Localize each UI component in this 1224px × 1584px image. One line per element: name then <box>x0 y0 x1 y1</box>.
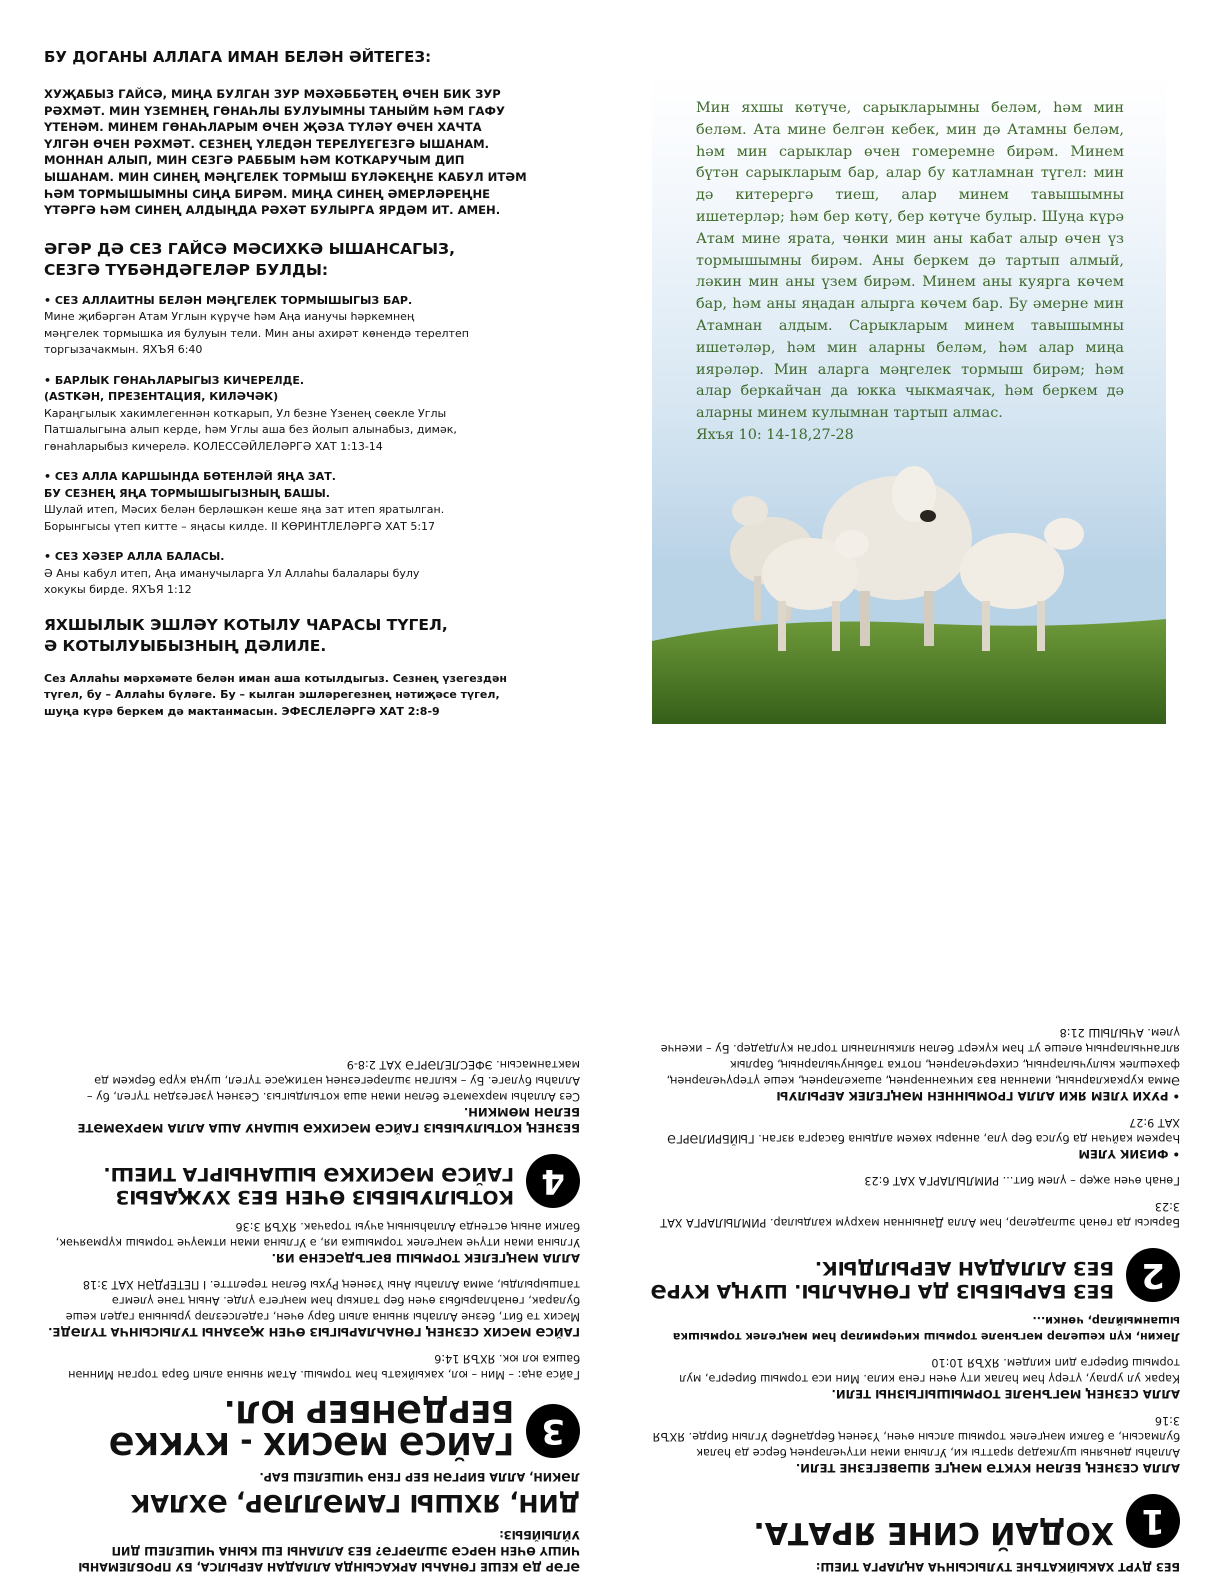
point-body-line: гөнаһларыбыз кичерелә. КОЛЕССӘЙЛЕЛӘРГӘ ХАТ 1:13-14 <box>44 439 383 453</box>
sheep-illustration <box>692 446 1112 666</box>
section-3-subheading: АЛЛА МӘҢГЕЛЕК ТОРМЫШ ВӘГЪДӘСЕНӘ ИЯ. <box>271 1251 580 1265</box>
section-2-bullet: • РУХИ ҮЛЕМ ЯКИ АЛЛА ГРОМЫННЕН МӘҢГЕЛЕК АЕРЫЛУЫ <box>776 1089 1180 1103</box>
good-works-heading-line: ЯХШЫЛЫК ЭШЛӘҮ КОТЫЛУ ЧАРАСЫ ТҮГЕЛ, <box>44 615 448 634</box>
section-1-text: Аллаһы дөньяны шулкадәр яратты ки, Углына иман итүчеләрнең берсе дә һәлак булмасын, ә бәлки мәңгелек тормыш алсын өчен, Үзенең бердәнбер Углын бирде. ЯХЪЯ 3:16 <box>652 1414 1180 1459</box>
sections-3-4 <box>40 1046 580 1574</box>
section-number-1: 1 <box>1126 1494 1180 1548</box>
closing-text <box>44 671 574 721</box>
section-3-text: Углына иман итүче мәңгелек тормышка ия, ә Углына иман итмәүче тормыш күрмәячәк, бәлки аның өстендә Аллаһының ачуы торачак. ЯХЪЯ 3:36 <box>55 1220 580 1249</box>
verse-text: Мин яхшы көтүче, сарыкларымны беләм, һәм мин беләм. Ата мине белгән кебек, мин дә Атамны беләм, һәм мин сарыклар өчен гомеремне бирәм. Минем бүтән сарыкларым бар, алар бу катламнан түгел: мин дә китерергә тиеш, алар минем тавышымны ишетерләр; һәм бер көтү, бер көтүче булыр. Шуңа күрә Атам мине ярата, чөнки мин аны кабат алыр өчен үз тормышымны бирәм. Аны беркем дә тартып алмый, ләкин мин аны үзем бирәм. Минем аны куярга көчем бар, һәм аны яңадан алырга көчем бар. Бу әмерне мин Атамнан алдым. Сарыкларым минем тавышымны ишетәләр, һәм мин аларны беләм, һәм алар миңа иярәләр. Мин аларга мәңгелек тормыш бирәм; һәм алар беркайчан да юкка чыкмаячак, һәм беркем дә аларны минем кулымнан тартып алмас. <box>696 100 1124 422</box>
section-4-title: КОТЫЛУЫБЫЗ ӨЧЕН БЕЗ ХУҖАБЫЗ ГАЙСӘ МӘСИХКӘ ЫШАНЫРГА ТИЕШ. <box>103 1163 514 1208</box>
verse-reference: Яхъя 10: 14-18,27-28 <box>696 426 854 443</box>
section-3-subheading: ГАЙСӘ МӘСИХ СЕЗНЕҢ ГӨНАҺЛАРЫГЫЗ ӨЧЕН ҖӘЗАНЫ ТУЛЫСЫНЧА ТҮЛӘДЕ. <box>48 1325 580 1339</box>
prayer-line: ҮЛГӘН ӨЧЕН РӘХМӘТ. СЕЗНЕҢ ҮЛЕДӘН ТЕРЕЛҮЕГЕЗГӘ ЫШАНАМ. <box>44 136 490 151</box>
point-body-line: хокукы бирде. ЯХЪЯ 1:12 <box>44 583 192 597</box>
section-2-text: Гөнаһ өчен әҗер – үлем бит... РИМЛЫЛАРГА ХАТ 6:23 <box>864 1174 1180 1187</box>
prayer-heading: БУ ДОГАНЫ АЛЛАГА ИМАН БЕЛӘН ӘЙТЕГЕЗ: <box>44 48 432 66</box>
four-truths-intro: БЕЗ ДҮРТ ХАКЫЙКАТЬНЕ ТУЛЫСЫНЧА АҢЛАРГА ТИЕШ: <box>815 1560 1180 1573</box>
section-2-bullet: • ФИЗИК ҮЛЕМ <box>1078 1147 1180 1161</box>
good-works-heading <box>44 615 574 657</box>
prayer-line: МОННАН АЛЫП, МИН СЕЗГӘ РАББЫМ ҺӘМ КОТКАРУЧЫМ ДИП <box>44 153 465 168</box>
section-1 <box>644 1488 1180 1548</box>
section-4-subheading: БЕЗНЕҢ КОТЫЛУЫБЫЗ ГАЙСӘ МӘСИХКӘ ЫШАНУ АША АЛЛА МӘРХӘМӘТЕ БЕЛӘН МӨМКИН. <box>77 1105 580 1135</box>
problem-intro: ӘГӘР ДӘ КЕШЕ ГӨНАҺЫ АРКАСЫНДА АЛЛАДАН АЕРЫЛСА, БУ ПРОБЛЕМАНЫ ЧИШҮ ӨЧЕН НӘРСӘ ЭШЛӘРГӘ? БЕЗ АЛЛАНЫ ЕШ КЫНА ЧИШЕЛЕШ ДИП УЙЛЫЙБЫЗ: <box>78 1528 580 1573</box>
prayer-line: ҮТЕНӘМ. МИНЕМ ГӨНАҺЛАРЫМ ӨЧЕН ҖӘЗА ТҮЛӘҮ ӨЧЕН ХАЧТА <box>44 120 482 135</box>
prayer-line: ҺӘМ ТОРМЫШЫМНЫ СИҢА БИРӘМ. МИҢА СИНЕҢ ӘМЕРЛӘРЕҢНЕ <box>44 186 491 201</box>
section-1-title: ХОДАЙ СИНЕ ЯРАТА. <box>753 1515 1114 1550</box>
section-4 <box>40 1148 580 1208</box>
point-body-line: Шулай итеп, Мәсих белән берләшкән кеше яңа зат итеп яратылган. <box>44 503 445 517</box>
sections-1-2 <box>644 1014 1180 1574</box>
point-body-line: Патшалыгына алып керде, һәм Углы аша без йолып алынабыз, димәк, <box>44 423 457 437</box>
section-3 <box>40 1394 580 1458</box>
point-body-line: Ә Аны кабул итеп, Аңа иманучыларга Ул Аллаһы балалары булу <box>44 566 420 580</box>
section-1-text: Ләкин, күп кешеләр мәгънәле тормыш кичермиләр һәм мәңгелек тормышка ышанмыйлар, чөнки... <box>672 1314 1180 1343</box>
point-title: • СЕЗ ХӘЗЕР АЛЛА БАЛАСЫ. <box>44 550 225 564</box>
religion-works-morals: ДИН, ЯХШЫ ГАМӘЛЛӘР, ӘХЛАК <box>130 1489 580 1517</box>
prayer-line: ҮТӘРГӘ ҺӘМ СИНЕҢ АЛДЫҢДА РӘХӘТ БУЛЫРГА ЯРДӘМ ИТ. АМЕН. <box>44 203 501 218</box>
point-forgiven <box>44 373 574 456</box>
section-3-text: Мәсих тә бит, безне Аллаһы янына алып бару өчен, гаделсезләр урынына гадел кеше буларак, гөнаһларыбыз өчен бер тапкыр һәм мәңгегә үлде. Аның тәне үлемгә тапшырылды, әмма Аллаһы Аны Үзенең Рухы белән терелтте. I ПЕТЕРДӘН ХАТ 3:18 <box>65 1278 580 1323</box>
section-number-2: 2 <box>1126 1248 1180 1302</box>
point-eternal-life <box>44 293 574 359</box>
good-works-heading-line: Ә КОТЫЛУЫБЫЗНЫҢ ДӘЛИЛЕ. <box>44 636 327 655</box>
section-number-3: 3 <box>526 1404 580 1458</box>
closing-line: шуңа күрә беркем дә мактанмасын. ЭФЕСЛЕЛӘРГӘ ХАТ 2:8-9 <box>44 704 440 718</box>
section-3-title: ГАЙСӘ МӘСИХ - КҮККӘ БЕРДӘНБЕР ЮЛ. <box>108 1393 514 1460</box>
section-1-subheading: АЛЛА СЕЗНЕҢ БЕЛӘН КҮКТӘ МӘҢГЕ ЯШӘВЕГЕЗНЕ ТЕЛИ. <box>795 1461 1180 1475</box>
prayer-text <box>44 86 574 219</box>
point-body-line: торгызачакмын. ЯХЪЯ 6:40 <box>44 343 203 357</box>
point-body-line: Борынгысы үтеп китте – яңасы килде. II КӨРИНТЛЕЛӘРГӘ ХАТ 5:17 <box>44 519 436 533</box>
scripture-verse <box>696 98 1124 447</box>
section-2-text: Һәркем кайчан да булса бер үлә, аннары хөкем алдына басарга язган. ГЫЙБРИЛӘРГӘ ХАТ 9:27 <box>667 1116 1180 1145</box>
results-heading <box>44 239 574 281</box>
top-left-column <box>44 40 574 720</box>
sheep-picture-panel <box>652 76 1166 724</box>
prayer-line: РӘХМӘТ. МИН ҮЗЕМНЕҢ ГӨНАҺЛЫ БУЛУЫМНЫ ТАНЫЙМ ҺӘМ ГАФУ <box>44 103 505 118</box>
point-body-line: мәңгелек тормышка ия булуын тели. Мин аны ахирәт көнендә терелтеп <box>44 326 469 340</box>
prayer-line: ЫШАНАМ. МИН СИНЕҢ МӘҢГЕЛЕК ТОРМЫШ БҮЛӘКЕҢНЕ КАБУЛ ИТӘМ <box>44 169 527 184</box>
closing-line: түгел, бу – Аллаһы бүләге. Бу – кылган эшләрегезнең нәтиҗәсе түгел, <box>44 688 500 702</box>
closing-line: Сез Аллаһы мәрхәмәте белән иман аша котылдыгыз. Сезнең үзегездән <box>44 671 507 685</box>
section-4-text: Сез Аллаһы мәрхәмәте белән иман аша котылдыгыз. Сезнең үзегездән түгел, бу – Аллаһы бүләге. Бу – кылган эшләрегезнең нәтиҗәсе түгел, шуңа күрә беркем дә мактанмасын. ЭФЕСЛЕЛӘРГӘ ХАТ 2:8-9 <box>86 1058 580 1103</box>
section-1-subheading: АЛЛА СЕЗНЕҢ МӘГЪНӘЛЕ ТОРМЫШЫГЫЗНЫ ТЕЛИ. <box>831 1387 1180 1401</box>
section-2 <box>644 1242 1180 1302</box>
only-solution: ЛӘКИН, АЛЛА БИРГӘН БЕР ГЕНӘ ЧИШЕЛЕШ БАР. <box>259 1470 580 1483</box>
section-2-text: Әмма куркакларның, иманнан ваз кичкәннәрнең, әшәкеләрнең, кеше үтерүчеләрнең, фәхешлек кылучыларның, сихерчеләрнең, потка табынучыларның, барлык ялганчыларның өлеше ут һәм күкерт белән ялкынланып торган күлдәдер. Бу – икенче үлем. АЧЫЛЫШ 21:8 <box>660 1026 1180 1087</box>
point-body-line: Мине җибәргән Атам Углын күрүче һәм Аңа ианучы һәркемнең <box>44 310 415 324</box>
point-title: • СЕЗ АЛЛАИТНЫ БЕЛӘН МӘҢГЕЛЕК ТОРМЫШЫГЫЗ БАР. <box>44 293 413 307</box>
point-title: БУ СЕЗНЕҢ ЯҢА ТОРМЫШЫГЫЗНЫҢ БАШЫ. <box>44 486 330 500</box>
point-title: (ASTKӘН, ПРЕЗЕНТАЦИЯ, КИЛӘЧӘК) <box>44 390 279 404</box>
bottom-half-rotated <box>0 792 1224 1584</box>
prayer-line: ХУҖАБЫЗ ГАЙСӘ, МИҢА БУЛГАН ЗУР МӘХӘББӘТЕҢ ӨЧЕН БИК ЗУР <box>44 87 501 101</box>
section-3-text: Гайсә аңа: – Мин – юл, хакыйкать һәм тормыш. Атам янына алып бара торган Миннән башка юл юк. ЯХЪЯ 14:6 <box>68 1352 580 1381</box>
point-title: • СЕЗ АЛЛА КАРШЫНДА БӨТЕНЛӘЙ ЯҢА ЗАТ. <box>44 470 336 484</box>
results-heading-line: СЕЗГӘ ТҮБӘНДӘГЕЛӘР БУЛДЫ: <box>44 260 329 279</box>
point-new-creation <box>44 469 574 535</box>
section-2-text: Барысы да гөнаһ эшләделәр, һәм Алла Даныннан мәхрүм калдылар. РИМЛЫЛАРГА ХАТ 3:23 <box>660 1200 1180 1229</box>
results-heading-line: ӘГӘР ДӘ СЕЗ ГАЙСӘ МӘСИХКӘ ЫШАНСАГЫЗ, <box>44 239 455 258</box>
point-body-line: Караңгылык хакимлегеннән коткарып, Ул безне Үзенең сөекле Углы <box>44 406 447 420</box>
point-child-of-god <box>44 549 574 599</box>
point-title: • БАРЛЫК ГӨНАҺЛАРЫГЫЗ КИЧЕРЕЛДЕ. <box>44 373 305 387</box>
section-number-4: 4 <box>526 1154 580 1208</box>
section-1-text: Карак ул урлау, үтерү һәм һәлак итү өчен генә килә. Мин исә тормыш бирергә, мул тормыш бирергә дип килдем. ЯХЪЯ 10:10 <box>679 1356 1180 1385</box>
section-2-title: БЕЗ БАРЫБЫЗ ДА ГӨНАҺЛЫ. ШУҢА КҮРӘ БЕЗ АЛЛАДАН АЕРЫЛДЫК. <box>650 1257 1114 1302</box>
